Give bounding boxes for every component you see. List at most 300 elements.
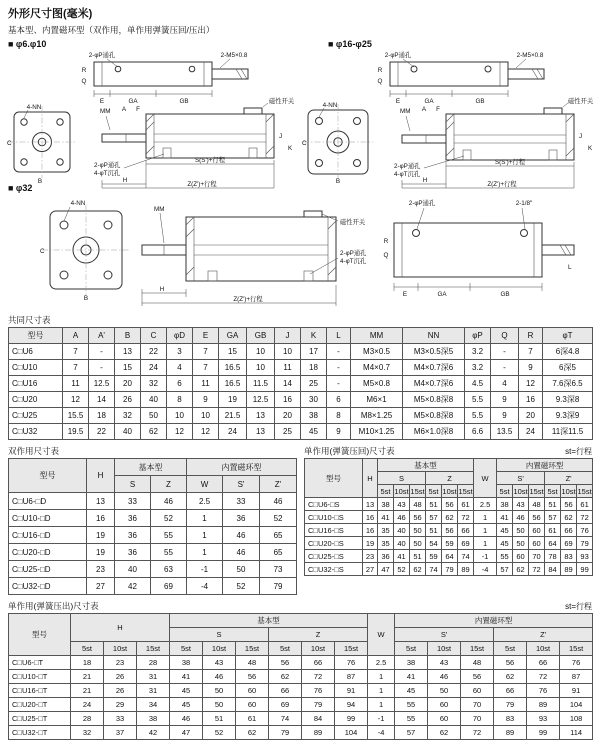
- value-cell: 69: [561, 537, 577, 550]
- value-cell: 40: [394, 537, 410, 550]
- column-header: 型号: [9, 328, 63, 344]
- label-port-thread-32: 2-1/8″: [515, 200, 533, 207]
- value-cell: 99: [335, 712, 368, 726]
- value-cell: 4: [491, 376, 519, 392]
- label-dim-z-stroke: Z(Z')+行程: [187, 181, 217, 188]
- value-cell: 79: [260, 578, 297, 595]
- value-cell: 61: [545, 524, 561, 537]
- value-cell: 9.3深8: [543, 392, 593, 408]
- end-view: [40, 200, 130, 302]
- column-header: 15st: [137, 642, 170, 656]
- common-dimensions-table: [8, 327, 593, 440]
- port-hole: [521, 230, 528, 237]
- value-cell: 99: [527, 726, 560, 740]
- value-cell: 60: [529, 524, 545, 537]
- table-row: [305, 524, 593, 537]
- label-dim-s-stroke: S(S')+行程: [194, 157, 226, 164]
- value-cell: 74: [269, 712, 302, 726]
- port-hole: [189, 66, 195, 72]
- label-through-holes: 2-φP通孔: [394, 163, 421, 170]
- value-cell: 36: [115, 527, 151, 544]
- value-cell: 24: [141, 360, 167, 376]
- model-cell: C□U16: [9, 376, 63, 392]
- value-cell: 16.5: [219, 376, 247, 392]
- value-cell: 50: [203, 698, 236, 712]
- value-cell: 43: [203, 656, 236, 670]
- column-header: 10st: [527, 642, 560, 656]
- value-cell: 13: [115, 344, 141, 360]
- label-dim-r: R: [383, 238, 389, 245]
- model-cell: C□U16-□D: [9, 527, 87, 544]
- label-dim-k: K: [288, 145, 293, 152]
- value-cell: M6×1.0深8: [403, 424, 465, 440]
- value-cell: 24: [71, 698, 104, 712]
- column-header: W: [368, 614, 395, 656]
- value-cell: 5.5: [465, 392, 491, 408]
- column-header: 15st: [577, 486, 592, 496]
- value-cell: M6×1: [351, 392, 403, 408]
- value-cell: 36: [115, 510, 151, 527]
- column-header: Q: [491, 328, 519, 344]
- value-cell: 12: [519, 376, 543, 392]
- label-dim-ga: GA: [424, 98, 434, 105]
- value-cell: 26: [104, 670, 137, 684]
- value-cell: 11深11.5: [543, 424, 593, 440]
- value-cell: 52: [203, 726, 236, 740]
- mount-hole: [104, 271, 112, 279]
- value-cell: 11: [275, 360, 301, 376]
- value-cell: 52: [394, 563, 410, 576]
- value-cell: 62: [442, 511, 458, 524]
- value-cell: 89: [302, 726, 335, 740]
- column-header: 10st: [302, 642, 335, 656]
- label-dim-h: H: [159, 286, 165, 293]
- table-row: [9, 712, 593, 726]
- value-cell: 55: [497, 550, 513, 563]
- value-cell: 10: [275, 344, 301, 360]
- value-cell: 69: [151, 578, 187, 595]
- label-magnet-switch: 磁性开关: [269, 98, 295, 105]
- value-cell: 56: [236, 670, 269, 684]
- spring-push-table-title: 单作用(弹簧压出)尺寸表: [8, 601, 99, 611]
- value-cell: 57: [395, 726, 428, 740]
- value-cell: 45: [395, 684, 428, 698]
- group-header-basic: 基本型: [170, 614, 368, 628]
- value-cell: 72: [527, 670, 560, 684]
- value-cell: 87: [560, 670, 593, 684]
- side-section-view: [394, 96, 594, 188]
- model-cell: C□U32-□T: [9, 726, 71, 740]
- value-cell: 8: [327, 408, 351, 424]
- label-dim-c: C: [302, 140, 307, 147]
- value-cell: 3.2: [465, 344, 491, 360]
- value-cell: 50: [513, 537, 529, 550]
- column-header: 5st: [545, 485, 561, 498]
- value-cell: 2.5: [368, 656, 395, 670]
- column-header: C: [141, 328, 167, 344]
- value-cell: 3: [167, 344, 193, 360]
- mounting-through-hole: [208, 271, 217, 281]
- column-header: 10st: [104, 642, 137, 656]
- value-cell: 11: [63, 376, 89, 392]
- value-cell: 46: [170, 712, 203, 726]
- table-row: [305, 511, 593, 524]
- value-cell: 36: [223, 510, 260, 527]
- value-cell: 20: [519, 408, 543, 424]
- table-row: [9, 510, 297, 527]
- column-header: J: [275, 328, 301, 344]
- value-cell: 1: [187, 527, 223, 544]
- column-header: 15st: [236, 642, 269, 656]
- column-header: L: [327, 328, 351, 344]
- value-cell: 48: [236, 656, 269, 670]
- value-cell: 14: [275, 376, 301, 392]
- value-cell: 76: [560, 656, 593, 670]
- value-cell: 104: [335, 726, 368, 740]
- value-cell: -: [327, 344, 351, 360]
- value-cell: 38: [395, 656, 428, 670]
- mount-hole: [57, 119, 63, 125]
- value-cell: 52: [260, 510, 297, 527]
- value-cell: 62: [236, 726, 269, 740]
- value-cell: 52: [223, 578, 260, 595]
- value-cell: 1: [368, 698, 395, 712]
- model-cell: C□U32: [9, 424, 63, 440]
- label-dim-gb: GB: [179, 98, 189, 105]
- header-row: [9, 642, 593, 656]
- value-cell: 10: [167, 408, 193, 424]
- mounting-through-hole: [463, 150, 471, 160]
- value-cell: 12.5: [247, 392, 275, 408]
- table-row: [9, 726, 593, 740]
- group-header-magnet: 内置磁环型: [187, 459, 297, 476]
- value-cell: 66: [527, 656, 560, 670]
- mount-hole: [21, 119, 27, 125]
- value-cell: 93: [527, 712, 560, 726]
- value-cell: 1: [368, 684, 395, 698]
- table-row: [9, 561, 297, 578]
- label-through-holes: 2-φP通孔: [94, 162, 121, 169]
- label-mount-thread: 4-NN: [70, 200, 86, 207]
- value-cell: 84: [302, 712, 335, 726]
- column-header: 15st: [529, 486, 544, 496]
- label-dim-f: F: [436, 106, 440, 113]
- column-header: Z': [494, 628, 593, 642]
- value-cell: 79: [302, 698, 335, 712]
- label-through-holes: 2-φP通孔: [340, 250, 367, 257]
- value-cell: 46: [223, 527, 260, 544]
- mounting-through-hole: [249, 148, 257, 158]
- value-cell: -: [327, 360, 351, 376]
- model-cell: C□U16-□S: [305, 524, 363, 537]
- value-cell: 22: [141, 344, 167, 360]
- value-cell: 108: [560, 712, 593, 726]
- column-header: S: [378, 472, 426, 485]
- value-cell: M5×0.8深8: [403, 408, 465, 424]
- column-header: S: [170, 628, 269, 642]
- value-cell: 6: [327, 392, 351, 408]
- label-dim-e: E: [402, 291, 408, 298]
- column-header: 5st: [426, 485, 442, 498]
- value-cell: 40: [141, 392, 167, 408]
- header-row: [9, 459, 297, 476]
- value-cell: 94: [335, 698, 368, 712]
- label-dim-q: Q: [383, 252, 389, 259]
- value-cell: 9: [519, 360, 543, 376]
- label-mount-thread: 4-NN: [322, 102, 338, 109]
- label-rod-thread: MM: [100, 108, 111, 115]
- value-cell: 46: [260, 493, 297, 510]
- value-cell: 76: [335, 656, 368, 670]
- column-header: 15st: [560, 642, 593, 656]
- label-counterbore: 4-φT沉孔: [340, 258, 367, 265]
- value-cell: 19.5: [63, 424, 89, 440]
- value-cell: -: [491, 344, 519, 360]
- value-cell: 89: [494, 726, 527, 740]
- label-magnet-switch: 磁性开关: [568, 98, 594, 105]
- model-cell: C□U25-□D: [9, 561, 87, 578]
- value-cell: 55: [151, 527, 187, 544]
- value-cell: 21.5: [219, 408, 247, 424]
- value-cell: 114: [560, 726, 593, 740]
- value-cell: 38: [137, 712, 170, 726]
- label-dim-r: R: [377, 67, 383, 74]
- value-cell: 12: [167, 424, 193, 440]
- value-cell: 1: [187, 544, 223, 561]
- value-cell: 62: [141, 424, 167, 440]
- value-cell: 45: [170, 698, 203, 712]
- label-port-thread: 2-M5×0.8: [516, 52, 544, 59]
- value-cell: 23: [104, 656, 137, 670]
- value-cell: 91: [560, 684, 593, 698]
- value-cell: -: [327, 376, 351, 392]
- value-cell: -1: [187, 561, 223, 578]
- page-subtitle: 基本型、内置磁环型（双作用，单作用弹簧压回/压出）: [8, 25, 215, 35]
- column-header: S': [395, 628, 494, 642]
- magnet-switch: [544, 108, 562, 114]
- value-cell: 50: [223, 561, 260, 578]
- port-hole: [115, 66, 121, 72]
- value-cell: -4: [368, 726, 395, 740]
- value-cell: M10×1.25: [351, 424, 403, 440]
- value-cell: 48: [461, 656, 494, 670]
- column-header: 5st: [269, 642, 302, 656]
- value-cell: 62: [269, 670, 302, 684]
- value-cell: 16.5: [219, 360, 247, 376]
- model-cell: C□U10-□T: [9, 670, 71, 684]
- value-cell: M4×0.7深6: [403, 360, 465, 376]
- value-cell: 33: [223, 493, 260, 510]
- table-row: [9, 527, 297, 544]
- mount-hole: [104, 221, 112, 229]
- label-counterbore: 4-φT沉孔: [394, 171, 421, 178]
- mounting-through-hole: [163, 148, 171, 158]
- column-header: NN: [403, 328, 465, 344]
- value-cell: 41: [395, 670, 428, 684]
- value-cell: 16: [363, 524, 378, 537]
- value-cell: 56: [442, 524, 458, 537]
- single-acting-spring-push-table: [8, 613, 593, 740]
- value-cell: 60: [428, 712, 461, 726]
- value-cell: 7: [63, 344, 89, 360]
- value-cell: 25: [275, 424, 301, 440]
- value-cell: 54: [426, 537, 442, 550]
- magnet-switch: [304, 211, 322, 217]
- value-cell: 11.5: [247, 376, 275, 392]
- value-cell: 79: [494, 698, 527, 712]
- model-cell: C□U20-□T: [9, 698, 71, 712]
- label-rod-thread: MM: [154, 206, 165, 213]
- label-dim-j: J: [279, 133, 283, 140]
- value-cell: 69: [458, 537, 474, 550]
- value-cell: 22: [89, 424, 115, 440]
- end-view: [302, 102, 373, 185]
- value-cell: 11: [193, 376, 219, 392]
- value-cell: 10: [247, 360, 275, 376]
- section-label-phi32: ■ φ32: [8, 183, 33, 193]
- piston-rod: [402, 135, 446, 143]
- value-cell: 60: [428, 698, 461, 712]
- label-dim-k: K: [588, 145, 593, 152]
- value-cell: 51: [545, 498, 561, 511]
- value-cell: 3.2: [465, 360, 491, 376]
- value-cell: 19: [219, 392, 247, 408]
- column-header: Z': [260, 476, 297, 493]
- value-cell: 17: [301, 344, 327, 360]
- table-row: [9, 360, 593, 376]
- column-header: φD: [167, 328, 193, 344]
- group-header-magnet: 内置磁环型: [497, 459, 593, 472]
- label-dim-z-stroke: Z(Z')+行程: [233, 296, 263, 303]
- side-section-view: [142, 206, 367, 306]
- label-dim-b: B: [335, 178, 341, 185]
- value-cell: 2.5: [187, 493, 223, 510]
- label-dim-ga: GA: [128, 98, 138, 105]
- model-cell: C□U10-□D: [9, 510, 87, 527]
- value-cell: 36: [115, 544, 151, 561]
- model-cell: C□U16-□T: [9, 684, 71, 698]
- single-acting-spring-return-table: [304, 458, 593, 576]
- value-cell: 45: [497, 524, 513, 537]
- value-cell: 13: [363, 498, 378, 511]
- value-cell: 56: [461, 670, 494, 684]
- value-cell: 38: [497, 498, 513, 511]
- table-row: [9, 656, 593, 670]
- value-cell: 46: [428, 670, 461, 684]
- column-header: 15st: [335, 642, 368, 656]
- value-cell: -4: [474, 563, 497, 576]
- header-row: [9, 328, 593, 344]
- value-cell: 19: [87, 544, 115, 561]
- value-cell: 7: [63, 360, 89, 376]
- value-cell: M3×0.5: [351, 344, 403, 360]
- value-cell: 7: [519, 344, 543, 360]
- value-cell: 46: [513, 511, 529, 524]
- value-cell: 32: [115, 408, 141, 424]
- page-title: 外形尺寸图(毫米): [8, 8, 93, 20]
- label-dim-h: H: [122, 177, 128, 184]
- value-cell: 62: [494, 670, 527, 684]
- value-cell: 56: [529, 511, 545, 524]
- value-cell: 4: [167, 360, 193, 376]
- label-dim-z-stroke: Z(Z')+行程: [487, 181, 517, 188]
- value-cell: 64: [545, 537, 561, 550]
- value-cell: 16: [519, 392, 543, 408]
- column-header: 10st: [203, 642, 236, 656]
- value-cell: 66: [494, 684, 527, 698]
- value-cell: 15: [219, 344, 247, 360]
- column-header: H: [87, 459, 115, 493]
- value-cell: 35: [378, 524, 394, 537]
- value-cell: 1: [474, 537, 497, 550]
- value-cell: 21: [71, 670, 104, 684]
- value-cell: 35: [378, 537, 394, 550]
- value-cell: 62: [513, 563, 529, 576]
- mount-hole: [354, 160, 361, 167]
- top-view: [384, 198, 574, 298]
- value-cell: 43: [394, 498, 410, 511]
- value-cell: 27: [87, 578, 115, 595]
- column-header: 型号: [9, 459, 87, 493]
- table-row: [305, 563, 593, 576]
- value-cell: 40: [394, 524, 410, 537]
- section-label-phi16-phi25: ■ φ16-φ25: [328, 39, 372, 49]
- value-cell: 66: [269, 684, 302, 698]
- model-cell: C□U6-□T: [9, 656, 71, 670]
- value-cell: 24: [519, 424, 543, 440]
- top-view: [378, 50, 544, 105]
- column-header: MM: [351, 328, 403, 344]
- value-cell: 41: [394, 550, 410, 563]
- value-cell: 13: [87, 493, 115, 510]
- value-cell: 42: [137, 726, 170, 740]
- model-cell: C□U32-□D: [9, 578, 87, 595]
- value-cell: 64: [442, 550, 458, 563]
- value-cell: 9: [327, 424, 351, 440]
- label-counterbore: 4-φT沉孔: [94, 170, 121, 177]
- table-row: [305, 550, 593, 563]
- value-cell: 51: [410, 550, 426, 563]
- value-cell: M3×0.5深5: [403, 344, 465, 360]
- value-cell: 40: [115, 424, 141, 440]
- value-cell: 33: [115, 493, 151, 510]
- value-cell: 74: [426, 563, 442, 576]
- value-cell: 26: [115, 392, 141, 408]
- value-cell: 28: [137, 656, 170, 670]
- value-cell: 18: [89, 408, 115, 424]
- end-view: [7, 104, 76, 185]
- model-cell: C□U10-□S: [305, 511, 363, 524]
- value-cell: 56: [442, 498, 458, 511]
- value-cell: 7: [193, 360, 219, 376]
- value-cell: 15.5: [63, 408, 89, 424]
- label-dim-q: Q: [81, 78, 87, 85]
- value-cell: 9: [491, 392, 519, 408]
- common-table-title: 共同尺寸表: [8, 315, 51, 325]
- column-header: A: [63, 328, 89, 344]
- label-dim-b: B: [83, 295, 89, 302]
- column-header: GB: [247, 328, 275, 344]
- value-cell: 59: [426, 550, 442, 563]
- label-dim-ga: GA: [437, 291, 447, 298]
- value-cell: -1: [368, 712, 395, 726]
- value-cell: 87: [335, 670, 368, 684]
- model-cell: C□U32-□S: [305, 563, 363, 576]
- value-cell: 46: [203, 670, 236, 684]
- value-cell: 57: [426, 511, 442, 524]
- value-cell: 2.5: [474, 498, 497, 511]
- double-acting-table: [8, 458, 297, 595]
